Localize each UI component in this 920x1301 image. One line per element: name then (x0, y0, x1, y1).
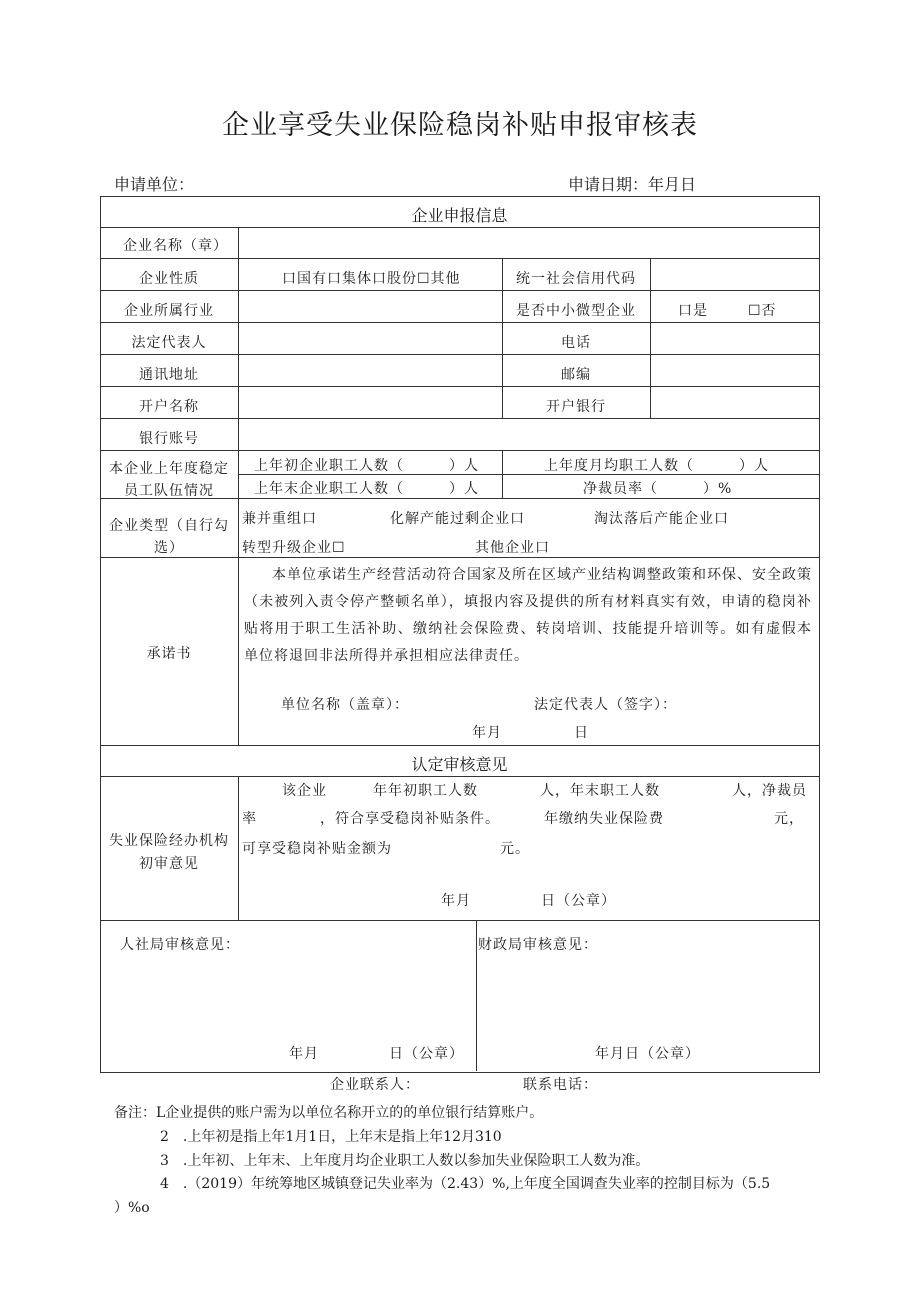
sme-label: 是否中小微型企业 (516, 303, 636, 319)
postcode-label: 邮编 (561, 367, 591, 383)
row-divider (100, 258, 819, 259)
nature-options[interactable]: 口国有口集体口股份☐其他 (282, 271, 461, 287)
address-label: 通讯地址 (139, 367, 199, 383)
stability-label: 本企业上年度稳定 (109, 461, 229, 477)
opinion-text: 可享受稳岗补贴金额为 (242, 841, 392, 857)
company-name-field[interactable] (240, 229, 816, 257)
hr-date-d: 日（公章） (389, 1046, 464, 1062)
agency-label-cont: 初审意见 (139, 856, 199, 872)
legal-rep-field[interactable] (240, 324, 500, 353)
note-1: 备注：L企业提供的账户需为以单位名称开立的的单位银行结算账户。 (114, 1105, 544, 1121)
row-divider (100, 290, 819, 291)
row-divider (100, 920, 819, 921)
row-divider (100, 557, 819, 558)
contact-label: 企业联系人： (330, 1077, 420, 1093)
type-upgrade-checkbox[interactable]: 转型升级企业☐ (242, 540, 346, 556)
col-divider (650, 258, 651, 418)
credit-code-field[interactable] (652, 260, 816, 289)
opinion-text: 元， (774, 811, 804, 827)
row-divider (100, 418, 819, 419)
pledge-rep-label: 法定代表人（签字）： (534, 697, 677, 713)
opinion-text: 人，年末职工人数 (540, 783, 660, 799)
col-divider (476, 920, 477, 1071)
account-no-label: 银行账号 (139, 431, 199, 447)
type-label: 企业类型（自行勾 (109, 518, 229, 534)
note-3: 3 .上年初、上年末、上年度月均企业职工人数以参加失业保险职工人数为准。 (160, 1153, 650, 1169)
address-field[interactable] (240, 356, 500, 385)
row-divider (100, 354, 819, 355)
apply-date-label: 申请日期：年月日 (568, 175, 697, 194)
type-merge-checkbox[interactable]: 兼并重组口 (242, 511, 317, 527)
row-divider (100, 386, 819, 387)
postcode-field[interactable] (652, 356, 816, 385)
col-divider (238, 776, 239, 920)
opinion-date-ym: 年月 (441, 893, 471, 909)
industry-label: 企业所属行业 (124, 303, 214, 319)
finance-review-label: 财政局审核意见： (478, 937, 598, 953)
finance-date: 年月日（公章） (595, 1046, 700, 1062)
applicant-label: 申请单位： (114, 175, 195, 194)
company-name-label: 企业名称（章） (123, 238, 228, 254)
end-staff-field[interactable]: 上年末企业职工人数（ ）人 (254, 481, 479, 497)
opinion-text: 元。 (500, 841, 530, 857)
type-obsolete-checkbox[interactable]: 淘汰落后产能企业口 (594, 511, 729, 527)
page-title: 企业享受失业保险稳岗补贴申报审核表 (222, 110, 698, 141)
sme-yes-checkbox[interactable]: 口是 (678, 303, 708, 319)
note-4-cont: ）%o (114, 1200, 150, 1216)
agency-label: 失业保险经办机构 (109, 833, 229, 849)
opinion-text: 年年初职工人数 (373, 783, 478, 799)
nature-label: 企业性质 (139, 271, 199, 287)
pledge-text: 本单位承诺生产经营活动符合国家及所在区域产业结构调整政策和环保、安全政策（未被列入责令停产整顿名单），填报内容及提供的所有材料真实有效，申请的稳岗补贴将用于职工生活补助、缴纳社会保险费、转岗培训、技能提升培训等。如有虚假本单位将退回非法所得并承担相应法律责任。 (244, 567, 812, 664)
row-divider (100, 776, 819, 777)
pledge-label: 承诺书 (146, 646, 192, 662)
stability-label-cont: 员工队伍情况 (124, 483, 214, 499)
hr-review-label: 人社局审核意见： (120, 937, 240, 953)
row-divider (100, 745, 819, 746)
phone-label: 电话 (561, 335, 591, 351)
opinion-text: 年缴纳失业保险费 (544, 811, 664, 827)
opinion-text: 人，净裁员 (732, 783, 807, 799)
start-staff-field[interactable]: 上年初企业职工人数（ ）人 (254, 458, 479, 474)
credit-code-label: 统一社会信用代码 (516, 271, 636, 287)
sme-no-checkbox[interactable]: ☐否 (748, 303, 777, 319)
opinion-text: 该企业 (282, 783, 327, 799)
opinion-date-d: 日（公章） (541, 893, 616, 909)
pledge-date-d: 日 (574, 725, 589, 741)
legal-rep-label: 法定代表人 (131, 335, 207, 351)
type-overcapacity-checkbox[interactable]: 化解产能过剩企业口 (390, 511, 525, 527)
section-enterprise-info: 企业申报信息 (411, 206, 508, 225)
row-divider (100, 450, 819, 451)
layoff-rate-field[interactable]: 净裁员率（ ）% (583, 481, 733, 497)
note-2: 2 .上年初是指上年1月1日，上年末是指上年12月310 (160, 1129, 502, 1145)
bank-label: 开户银行 (546, 399, 606, 415)
account-name-field[interactable] (240, 388, 500, 417)
type-label-cont: 选） (154, 540, 184, 556)
account-name-label: 开户名称 (139, 399, 199, 415)
type-other-checkbox[interactable]: 其他企业口 (475, 540, 550, 556)
note-4: 4 .（2019）年统筹地区城镇登记失业率为（2.43）%,上年度全国调查失业率的控制目标为（5.5 (160, 1176, 771, 1192)
account-no-field[interactable] (240, 420, 816, 449)
section-review: 认定审核意见 (411, 755, 508, 774)
pledge-date-ym: 年月 (472, 725, 502, 741)
row-divider (100, 322, 819, 323)
row-divider (100, 227, 819, 228)
opinion-text: 率 (242, 811, 257, 827)
pledge-unit-label: 单位名称（盖章）： (281, 697, 409, 713)
col-divider (502, 450, 503, 498)
industry-field[interactable] (240, 292, 500, 321)
bank-field[interactable] (652, 388, 816, 417)
opinion-text: ，符合享受稳岗补贴条件。 (320, 811, 500, 827)
phone-field[interactable] (652, 324, 816, 353)
avg-staff-field[interactable]: 上年度月均职工人数（ ）人 (544, 458, 769, 474)
col-divider (238, 227, 239, 745)
hr-date-ym: 年月 (289, 1046, 319, 1062)
contact-phone-label: 联系电话： (523, 1077, 598, 1093)
